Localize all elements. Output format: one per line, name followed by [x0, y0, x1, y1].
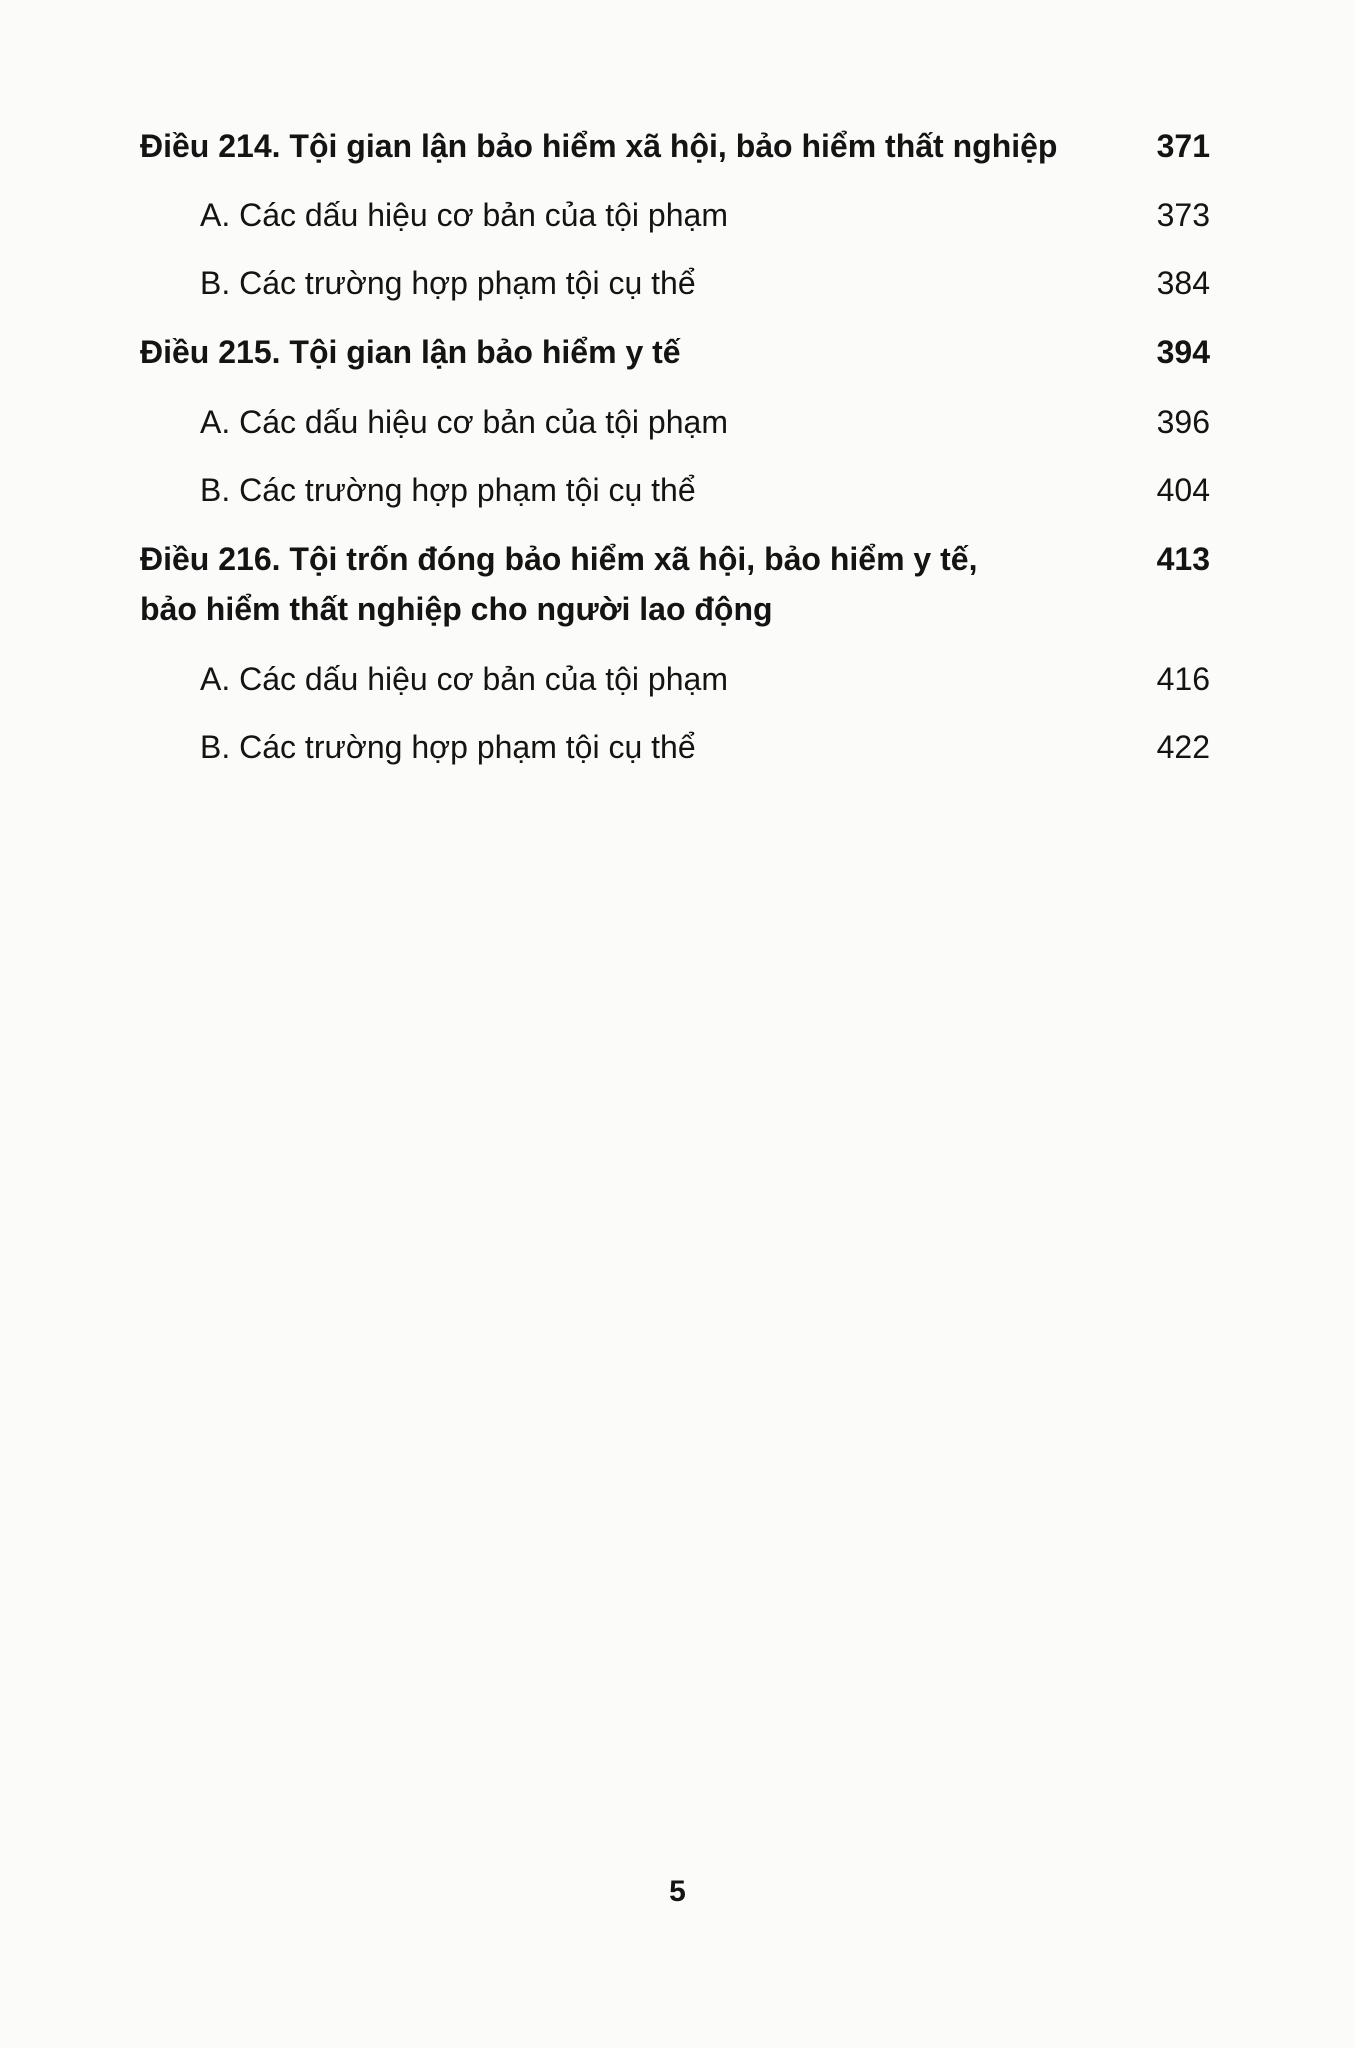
toc-section: [200, 397, 1210, 447]
toc-entry-title-line1: Điều 216. Tội trốn đóng bảo hiểm xã hội, bảo hiểm y tế,: [140, 541, 978, 577]
toc-section: [200, 654, 1210, 704]
toc-section: [200, 190, 1210, 240]
toc-entry-page: 422: [1156, 729, 1210, 765]
toc-entry-page: 413: [1156, 541, 1210, 577]
toc-section: [200, 465, 1210, 515]
toc-entry-title: B. Các trường hợp phạm tội cụ thể: [200, 265, 696, 301]
toc-entry-title: B. Các trường hợp phạm tội cụ thể: [200, 729, 696, 765]
toc-chapter-216: [140, 534, 1210, 634]
toc-entry-page: 373: [1156, 197, 1210, 233]
toc-entry-page: 416: [1156, 661, 1210, 697]
toc-entry-title: [140, 534, 1157, 634]
toc-entry-page: 404: [1156, 472, 1210, 508]
toc-entry-title-line2: bảo hiểm thất nghiệp cho người lao động: [140, 591, 773, 627]
toc-section: [200, 258, 1210, 308]
toc-entry-title: A. Các dấu hiệu cơ bản của tội phạm: [200, 661, 728, 697]
toc-entry-title: B. Các trường hợp phạm tội cụ thể: [200, 472, 696, 508]
toc-entry-page: 394: [1156, 334, 1210, 370]
toc-entry-title: A. Các dấu hiệu cơ bản của tội phạm: [200, 197, 728, 233]
page-number: 5: [669, 1875, 686, 1908]
toc-entry-title: Điều 214. Tội gian lận bảo hiểm xã hội, bảo hiểm thất nghiệp: [140, 128, 1058, 164]
toc-entry-page: 384: [1156, 265, 1210, 301]
toc-entry-title: A. Các dấu hiệu cơ bản của tội phạm: [200, 404, 728, 440]
toc-entry-title: Điều 215. Tội gian lận bảo hiểm y tế: [140, 334, 681, 370]
toc-entry-page: 396: [1156, 404, 1210, 440]
toc-chapter-215: [140, 327, 1210, 377]
toc-entry-page: 371: [1156, 128, 1210, 164]
toc-section: [200, 722, 1210, 772]
toc-chapter-214: [140, 121, 1210, 171]
